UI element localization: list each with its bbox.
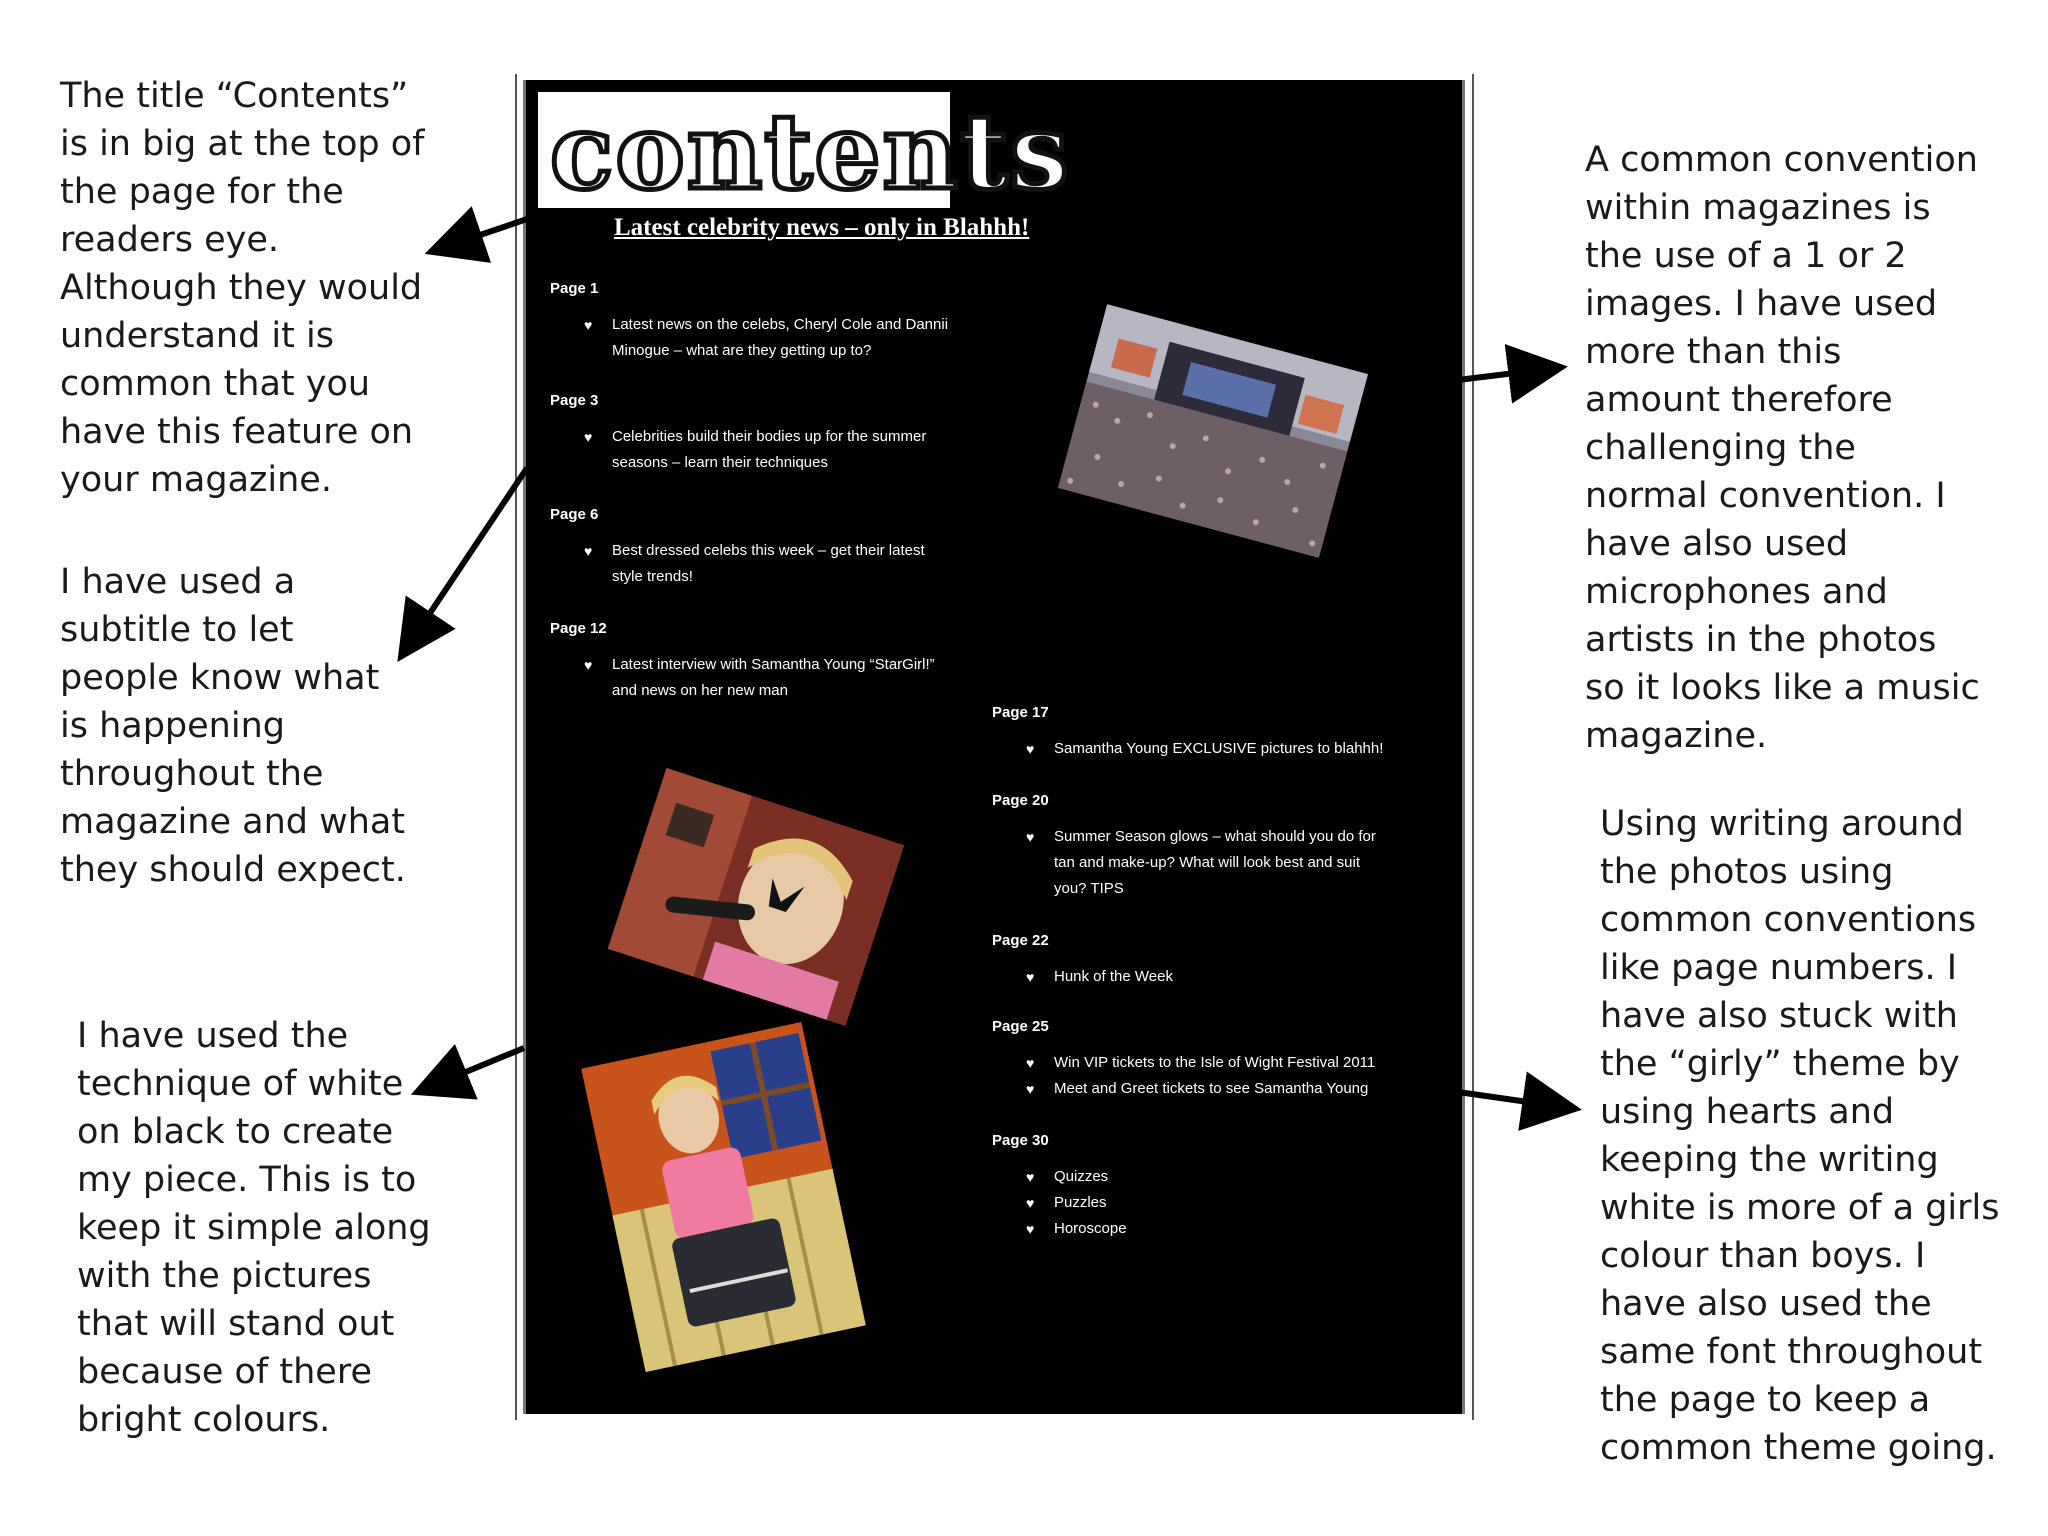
- contents-entry: ♥ Best dressed celebs this week – get their latest style trends!: [584, 538, 925, 590]
- contents-entry: ♥ Meet and Greet tickets to see Samantha Young: [1026, 1076, 1368, 1102]
- arrow-technique: [422, 1048, 524, 1090]
- page-title: contents: [550, 90, 1071, 213]
- contents-entry: ♥ Win VIP tickets to the Isle of Wight Festival 2011: [1026, 1050, 1375, 1076]
- contents-entry: ♥ Summer Season glows – what should you do for tan and make-up? What will look best and suit you? TIPS: [1026, 824, 1376, 902]
- contents-entry: ♥ Latest interview with Samantha Young “StarGirl!” and news on her new man: [584, 652, 935, 704]
- contents-entry: ♥ Samantha Young EXCLUSIVE pictures to blahhh!: [1026, 736, 1383, 762]
- arrow-subtitle: [404, 468, 527, 652]
- annotation-writing: Using writing around the photos using common conventions like page numbers. I have also stuck with the “girly” theme by using hearts and keeping the writing white is more of a girls colour than boys. I have also used the same font throughout the page to keep a common theme going.: [1600, 804, 2000, 1468]
- contents-entry: ♥ Puzzles: [1026, 1190, 1107, 1216]
- arrow-writing: [1458, 1092, 1570, 1108]
- arrow-images: [1458, 368, 1556, 380]
- annotation-technique: I have used the technique of white on black to create my piece. This is to keep it simple along with the pictures that will stand out because of there bright colours.: [77, 1016, 431, 1440]
- heart-bullet-icon: ♥: [1026, 1195, 1035, 1211]
- annotation-title: The title “Contents” is in big at the top of the page for the readers eye. Although they would understand it is common that you have this feature on your magazine.: [60, 76, 425, 500]
- heart-bullet-icon: ♥: [1026, 741, 1035, 757]
- page-label: Page 25: [992, 1018, 1049, 1035]
- page-label: Page 3: [550, 392, 599, 409]
- contents-entry: ♥ Latest news on the celebs, Cheryl Cole and Dannii Minogue – what are they getting up to?: [584, 312, 948, 364]
- heart-bullet-icon: ♥: [584, 543, 593, 559]
- contents-entry: ♥ Celebrities build their bodies up for the summer seasons – learn their techniques: [584, 424, 926, 476]
- heart-bullet-icon: ♥: [1026, 1081, 1035, 1097]
- heart-bullet-icon: ♥: [1026, 829, 1035, 845]
- page-label: Page 6: [550, 506, 599, 523]
- arrow-title: [436, 218, 530, 250]
- page-label: Page 17: [992, 704, 1049, 721]
- page-label: Page 1: [550, 280, 599, 297]
- heart-bullet-icon: ♥: [584, 657, 593, 673]
- annotation-subtitle: I have used a subtitle to let people know what is happening throughout the magazine and what they should expect.: [60, 562, 406, 890]
- page-label: Page 30: [992, 1132, 1049, 1149]
- contents-entry: ♥ Horoscope: [1026, 1216, 1127, 1242]
- heart-bullet-icon: ♥: [1026, 1055, 1035, 1071]
- heart-bullet-icon: ♥: [584, 429, 593, 445]
- page-label: Page 20: [992, 792, 1049, 809]
- heart-bullet-icon: ♥: [1026, 1169, 1035, 1185]
- contents-entry: ♥ Hunk of the Week: [1026, 964, 1173, 990]
- page-label: Page 12: [550, 620, 607, 637]
- heart-bullet-icon: ♥: [584, 317, 593, 333]
- heart-bullet-icon: ♥: [1026, 969, 1035, 985]
- contents-entry: ♥ Quizzes: [1026, 1164, 1108, 1190]
- heart-bullet-icon: ♥: [1026, 1221, 1035, 1237]
- annotation-images: A common convention within magazines is the use of a 1 or 2 images. I have used more than this amount therefore challenging the normal convention. I have also used microphones and artists in the photos so it looks like a music magazine.: [1585, 140, 1980, 756]
- page-subtitle: Latest celebrity news – only in Blahhh!: [614, 214, 1030, 241]
- page-label: Page 22: [992, 932, 1049, 949]
